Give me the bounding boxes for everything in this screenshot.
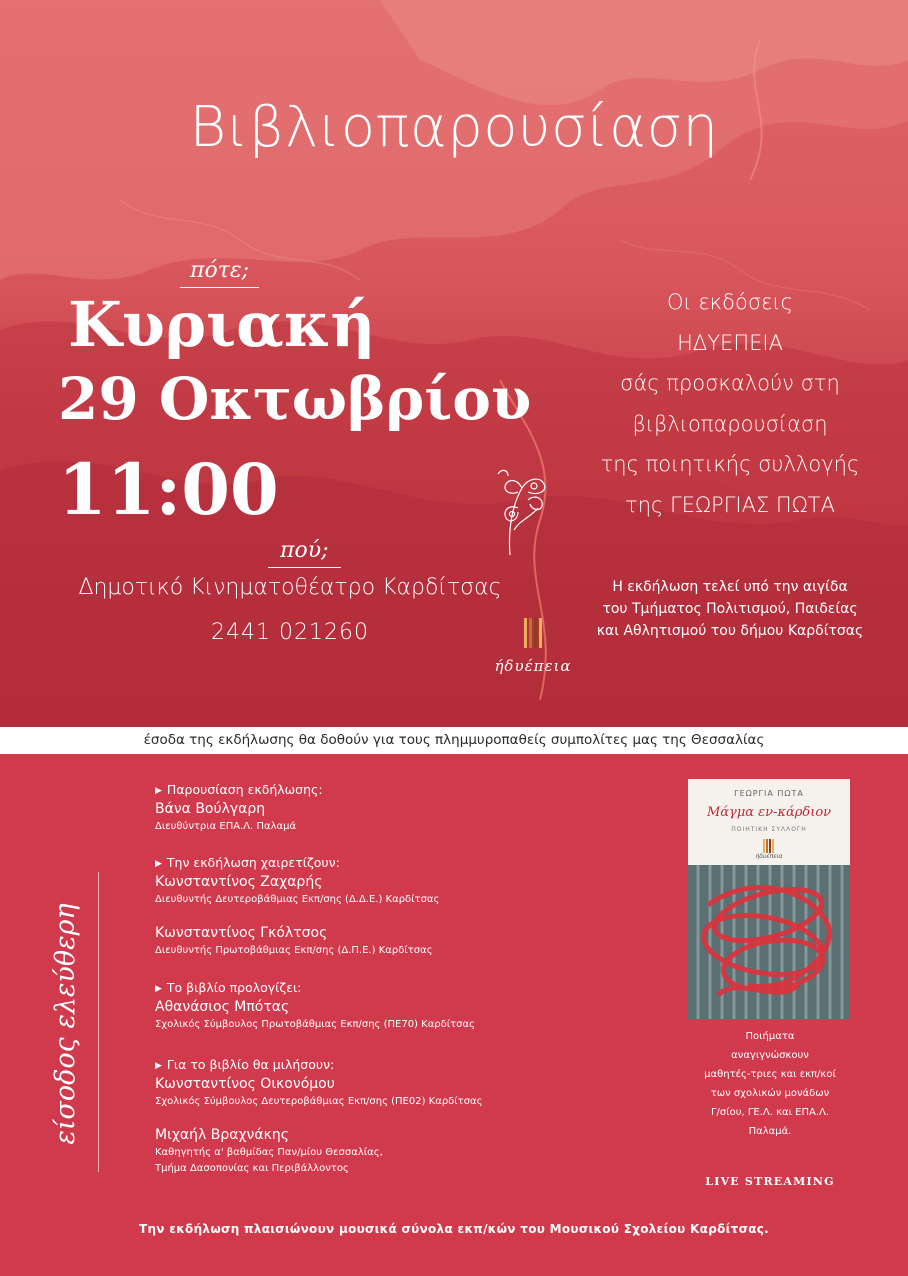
free-entry-label: είσοδος ελεύθερη <box>50 903 81 1145</box>
invitation-line: Οι εκδόσεις <box>667 290 793 314</box>
flower-ornament-icon <box>488 460 560 560</box>
poems-note-line: Γ/σίου, ΓΕ.Λ. και ΕΠΑ.Λ. <box>710 1107 830 1118</box>
patronage-line: και Αθλητισμού του δήμου Καρδίτσας <box>596 623 864 639</box>
live-streaming-label: LIVE STREAMING <box>705 1175 835 1188</box>
invitation-text <box>580 282 880 525</box>
main-title: Βιβλιοπαρουσίαση <box>189 95 719 160</box>
publisher-logo-text: ήδυέπεια <box>494 657 572 675</box>
triangle-bullet-icon: ▶ <box>155 786 162 796</box>
person-name: Μιχαήλ Βραχνάκης <box>155 1127 289 1143</box>
poems-note-line: των σχολικών μονάδων <box>710 1088 830 1099</box>
person-role: Καθηγητής α' βαθμίδας Παν/μίου Θεσσαλίας, <box>155 1147 383 1158</box>
divider-line <box>98 872 99 1172</box>
book-title: Μάγμα εν-κάρδιον <box>706 805 832 820</box>
invitation-line: της ποιητικής συλλογής <box>600 452 860 476</box>
person-role: Τμήμα Δασοπονίας και Περιβάλλοντος <box>155 1163 349 1174</box>
program-heading-text: Για το βιβλίο θα μιλήσουν: <box>166 1057 335 1072</box>
person-role: Διευθυντής Δευτεροβάθμιας Εκπ/σης (Δ.Δ.Ε.) Καρδίτσας <box>155 894 440 905</box>
program-item-presentation <box>155 782 323 835</box>
program-heading-text: Το βιβλίο προλογίζει: <box>166 980 302 995</box>
book-publisher: ήδυέπεια <box>755 853 783 860</box>
program-heading <box>155 782 323 799</box>
venue: Δημοτικό Κινηματοθέατρο Καρδίτσας <box>78 575 502 600</box>
poems-note-line: Ποιήματα <box>745 1031 795 1042</box>
program-heading <box>155 980 475 997</box>
poems-note-line: Παλαμά. <box>748 1126 792 1137</box>
invitation-line: ΗΔΥΕΠΕΙΑ <box>677 330 783 355</box>
program-heading-text: Παρουσίαση εκδήλωσης: <box>166 782 323 797</box>
program-item-foreword <box>155 980 475 1033</box>
person-role: Διευθυντής Πρωτοβάθμιας Εκπ/σης (Δ.Π.Ε.) Καρδίτσας <box>155 945 433 956</box>
person-name: Βάνα Βούλγαρη <box>155 801 266 817</box>
book-subtitle: ΠΟΙΗΤΙΚΗ ΣΥΛΛΟΓΗ <box>731 826 807 833</box>
where-label: πού; <box>268 538 341 568</box>
person-name: Κωνσταντίνος Ζαχαρής <box>155 874 323 890</box>
program-item-speakers <box>155 1057 483 1110</box>
invitation-line: σάς προσκαλούν στη <box>620 371 840 395</box>
program-heading <box>155 855 439 872</box>
program-heading <box>155 1057 483 1074</box>
invitation-line: της ΓΕΩΡΓΙΑΣ ΠΩΤΑ <box>625 492 835 517</box>
program-item-speakers-2 <box>155 1125 383 1177</box>
triangle-bullet-icon: ▶ <box>155 984 162 994</box>
book-author: ΓΕΩΡΓΙΑ ΠΩΤΑ <box>734 789 804 798</box>
poems-note-line: μαθητές-τριες και εκπ/κοί <box>704 1069 836 1080</box>
patronage-line: Η εκδήλωση τελεί υπό την αιγίδα <box>612 579 848 595</box>
poems-note <box>680 1027 860 1141</box>
book-cover <box>688 779 850 1019</box>
footer-text: Την εκδήλωση πλαισιώνουν μουσικά σύνολα εκπ/κών του Μουσικού Σχολείου Καρδίτσας. <box>138 1222 770 1236</box>
invitation-line: βιβλιοπαρουσίαση <box>632 411 828 436</box>
event-day: Κυριακή <box>68 288 376 361</box>
book-publisher-logo-icon <box>763 839 775 853</box>
person-name: Κωνσταντίνος Οικονόμου <box>155 1076 335 1092</box>
event-time: 11:00 <box>58 448 279 531</box>
patronage-text <box>570 576 890 642</box>
person-name: Κωνσταντίνος Γκόλτσος <box>155 925 328 941</box>
phone-number: 2441 021260 <box>211 620 369 645</box>
person-role: Σχολικός Σύμβουλος Πρωτοβάθμιας Εκπ/σης (ΠΕ70) Καρδίτσας <box>155 1019 475 1030</box>
person-role: Σχολικός Σύμβουλος Δευτεροβάθμιας Εκπ/σης (ΠΕ02) Καρδίτσας <box>155 1096 483 1107</box>
program-item-greetings <box>155 855 439 908</box>
triangle-bullet-icon: ▶ <box>155 859 162 869</box>
triangle-bullet-icon: ▶ <box>155 1061 162 1071</box>
notice-band: έσοδα της εκδήλωσης θα δοθούν για τους πλημμυροπαθείς συμπολίτες μας της Θεσσαλίας <box>0 727 908 754</box>
when-label: πότε; <box>180 258 259 288</box>
person-name: Αθανάσιος Μπότας <box>155 999 290 1015</box>
book-cover-art <box>688 865 850 1019</box>
poems-note-line: αναγιγνώσκουν <box>731 1050 809 1061</box>
publisher-logo-icon <box>524 618 544 648</box>
program-heading-text: Την εκδήλωση χαιρετίζουν: <box>166 855 340 870</box>
patronage-line: του Τμήματος Πολιτισμού, Παιδείας <box>602 601 858 617</box>
person-role: Διευθύντρια ΕΠΑ.Λ. Παλαμά <box>155 821 297 832</box>
free-entry-wrap <box>38 870 94 1178</box>
program-item-greetings-2 <box>155 923 433 959</box>
event-date: 29 Οκτωβρίου <box>58 365 532 433</box>
